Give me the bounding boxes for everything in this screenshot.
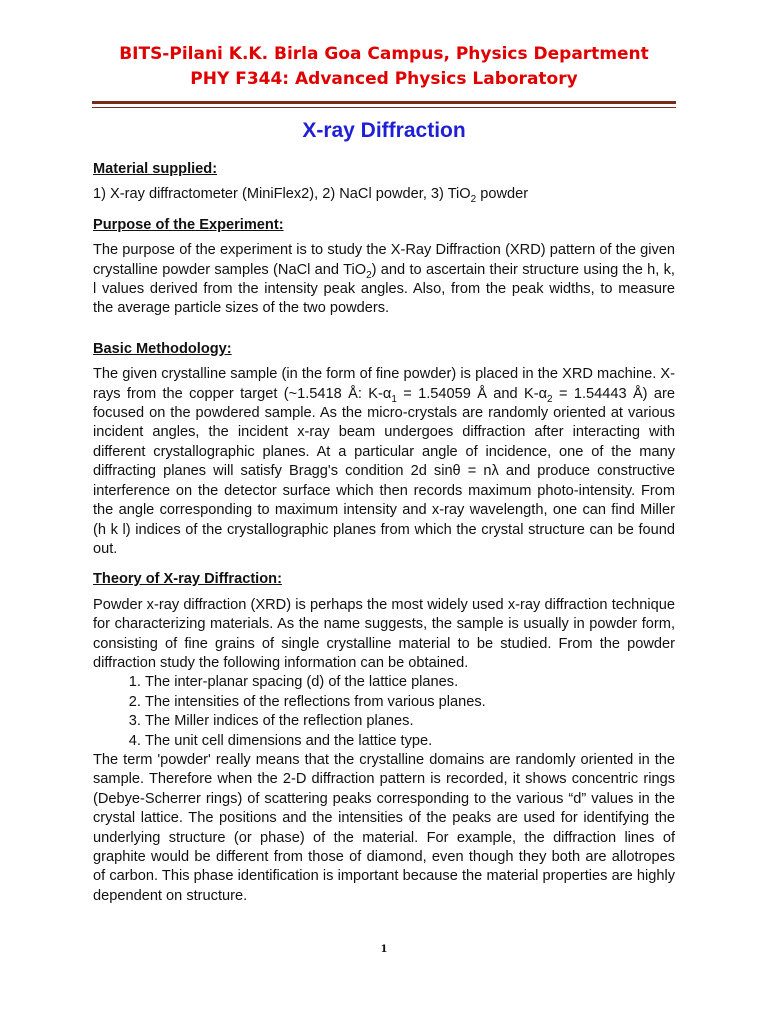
theory-list	[93, 673, 675, 751]
document-body	[93, 160, 675, 906]
methodology-text-b: = 1.54059 Å and K-α	[396, 385, 548, 402]
theory-intro: Powder x-ray diffraction (XRD) is perhaps the most widely used x-ray diffraction technique for characterizing materials. As the name suggests, the sample is usually in powder form, consisting of fine grains of single crystalline material to be studied. From the powder diffraction study the following information can be obtained.	[93, 596, 675, 671]
theory-list-item: 3. The Miller indices of the reflection planes.	[145, 712, 675, 731]
material-sub: 2	[470, 194, 477, 206]
methodology-sub-2: 2	[547, 393, 553, 405]
theory-list-item: 1. The inter-planar spacing (d) of the lattice planes.	[145, 673, 675, 692]
purpose-text	[93, 241, 675, 319]
methodology-text-a: The given crystalline sample (in the form of fine powder) is placed in the XRD machine. X-rays from the copper target (~1.5418 Å: K-α	[93, 366, 675, 402]
methodology-heading: Basic Methodology:	[93, 340, 232, 357]
purpose-heading: Purpose of the Experiment:	[93, 216, 284, 233]
methodology-text	[93, 365, 675, 559]
theory-heading: Theory of X-ray Diffraction:	[93, 571, 282, 588]
header-rule-thick	[92, 101, 676, 104]
methodology-text-c: = 1.54443 Å) are focused on the powdered sample. As the micro-crystals are randomly oriented at various incident angles, the incident x-ray beam undergoes diffraction after interacting with different crystallographic planes. At a particular angle of incidence, one of the many diffracting planes will satisfy Bragg's condition 2d sinθ = nλ and produce constructive interference on the detector surface which then records maximum photo-intensity. From the angle corresponding to maximum intensity and x-ray wavelength, one can find Miller (h k l) indices of the crystallographic planes from which the crystal structure can be found out.	[93, 385, 675, 557]
theory-body: The term 'powder' really means that the crystalline domains are randomly oriented in the sample. Therefore when the 2-D diffraction pattern is recorded, it shows concentric rings (Debye-Scherrer rings) of scattering peaks corresponding to the various “d” values in the crystal lattice. The positions and the intensities of the peaks are used for identifying the underlying structure (or phase) of the material. For example, the diffraction lines of graphite would be different from those of diamond, even though they both are allotropes of carbon. This phase identification is important because the material properties are highly dependent on structure.	[93, 751, 675, 904]
header-rule-thin	[92, 107, 676, 108]
purpose-text-a: The purpose of the experiment is to study the X-Ray Diffraction (XRD) pattern of the given crystalline powder samples (NaCl and TiO	[93, 242, 675, 278]
material-text-b: powder	[476, 186, 529, 203]
purpose-text-b: ) and to ascertain their structure using the h, k, l values derived from the intensity peak angles. Also, from the peak widths, to measure the average particle sizes of the two powders.	[93, 261, 675, 317]
theory-list-item: 4. The unit cell dimensions and the lattice type.	[145, 732, 675, 751]
material-text-a: 1) X-ray diffractometer (MiniFlex2), 2) NaCl powder, 3) TiO	[93, 186, 471, 203]
header-line-2: PHY F344: Advanced Physics Laboratory	[190, 69, 578, 89]
material-heading: Material supplied:	[93, 161, 218, 177]
methodology-sub-1: 1	[391, 393, 397, 405]
header-line-1: BITS-Pilani K.K. Birla Goa Campus, Physics Department	[119, 44, 649, 64]
purpose-sub: 2	[366, 269, 372, 281]
page-number: 1	[380, 944, 388, 955]
material-text	[93, 185, 675, 204]
page-title: X-ray Diffraction	[302, 119, 466, 142]
theory-list-item: 2. The intensities of the reflections from various planes.	[145, 693, 675, 712]
